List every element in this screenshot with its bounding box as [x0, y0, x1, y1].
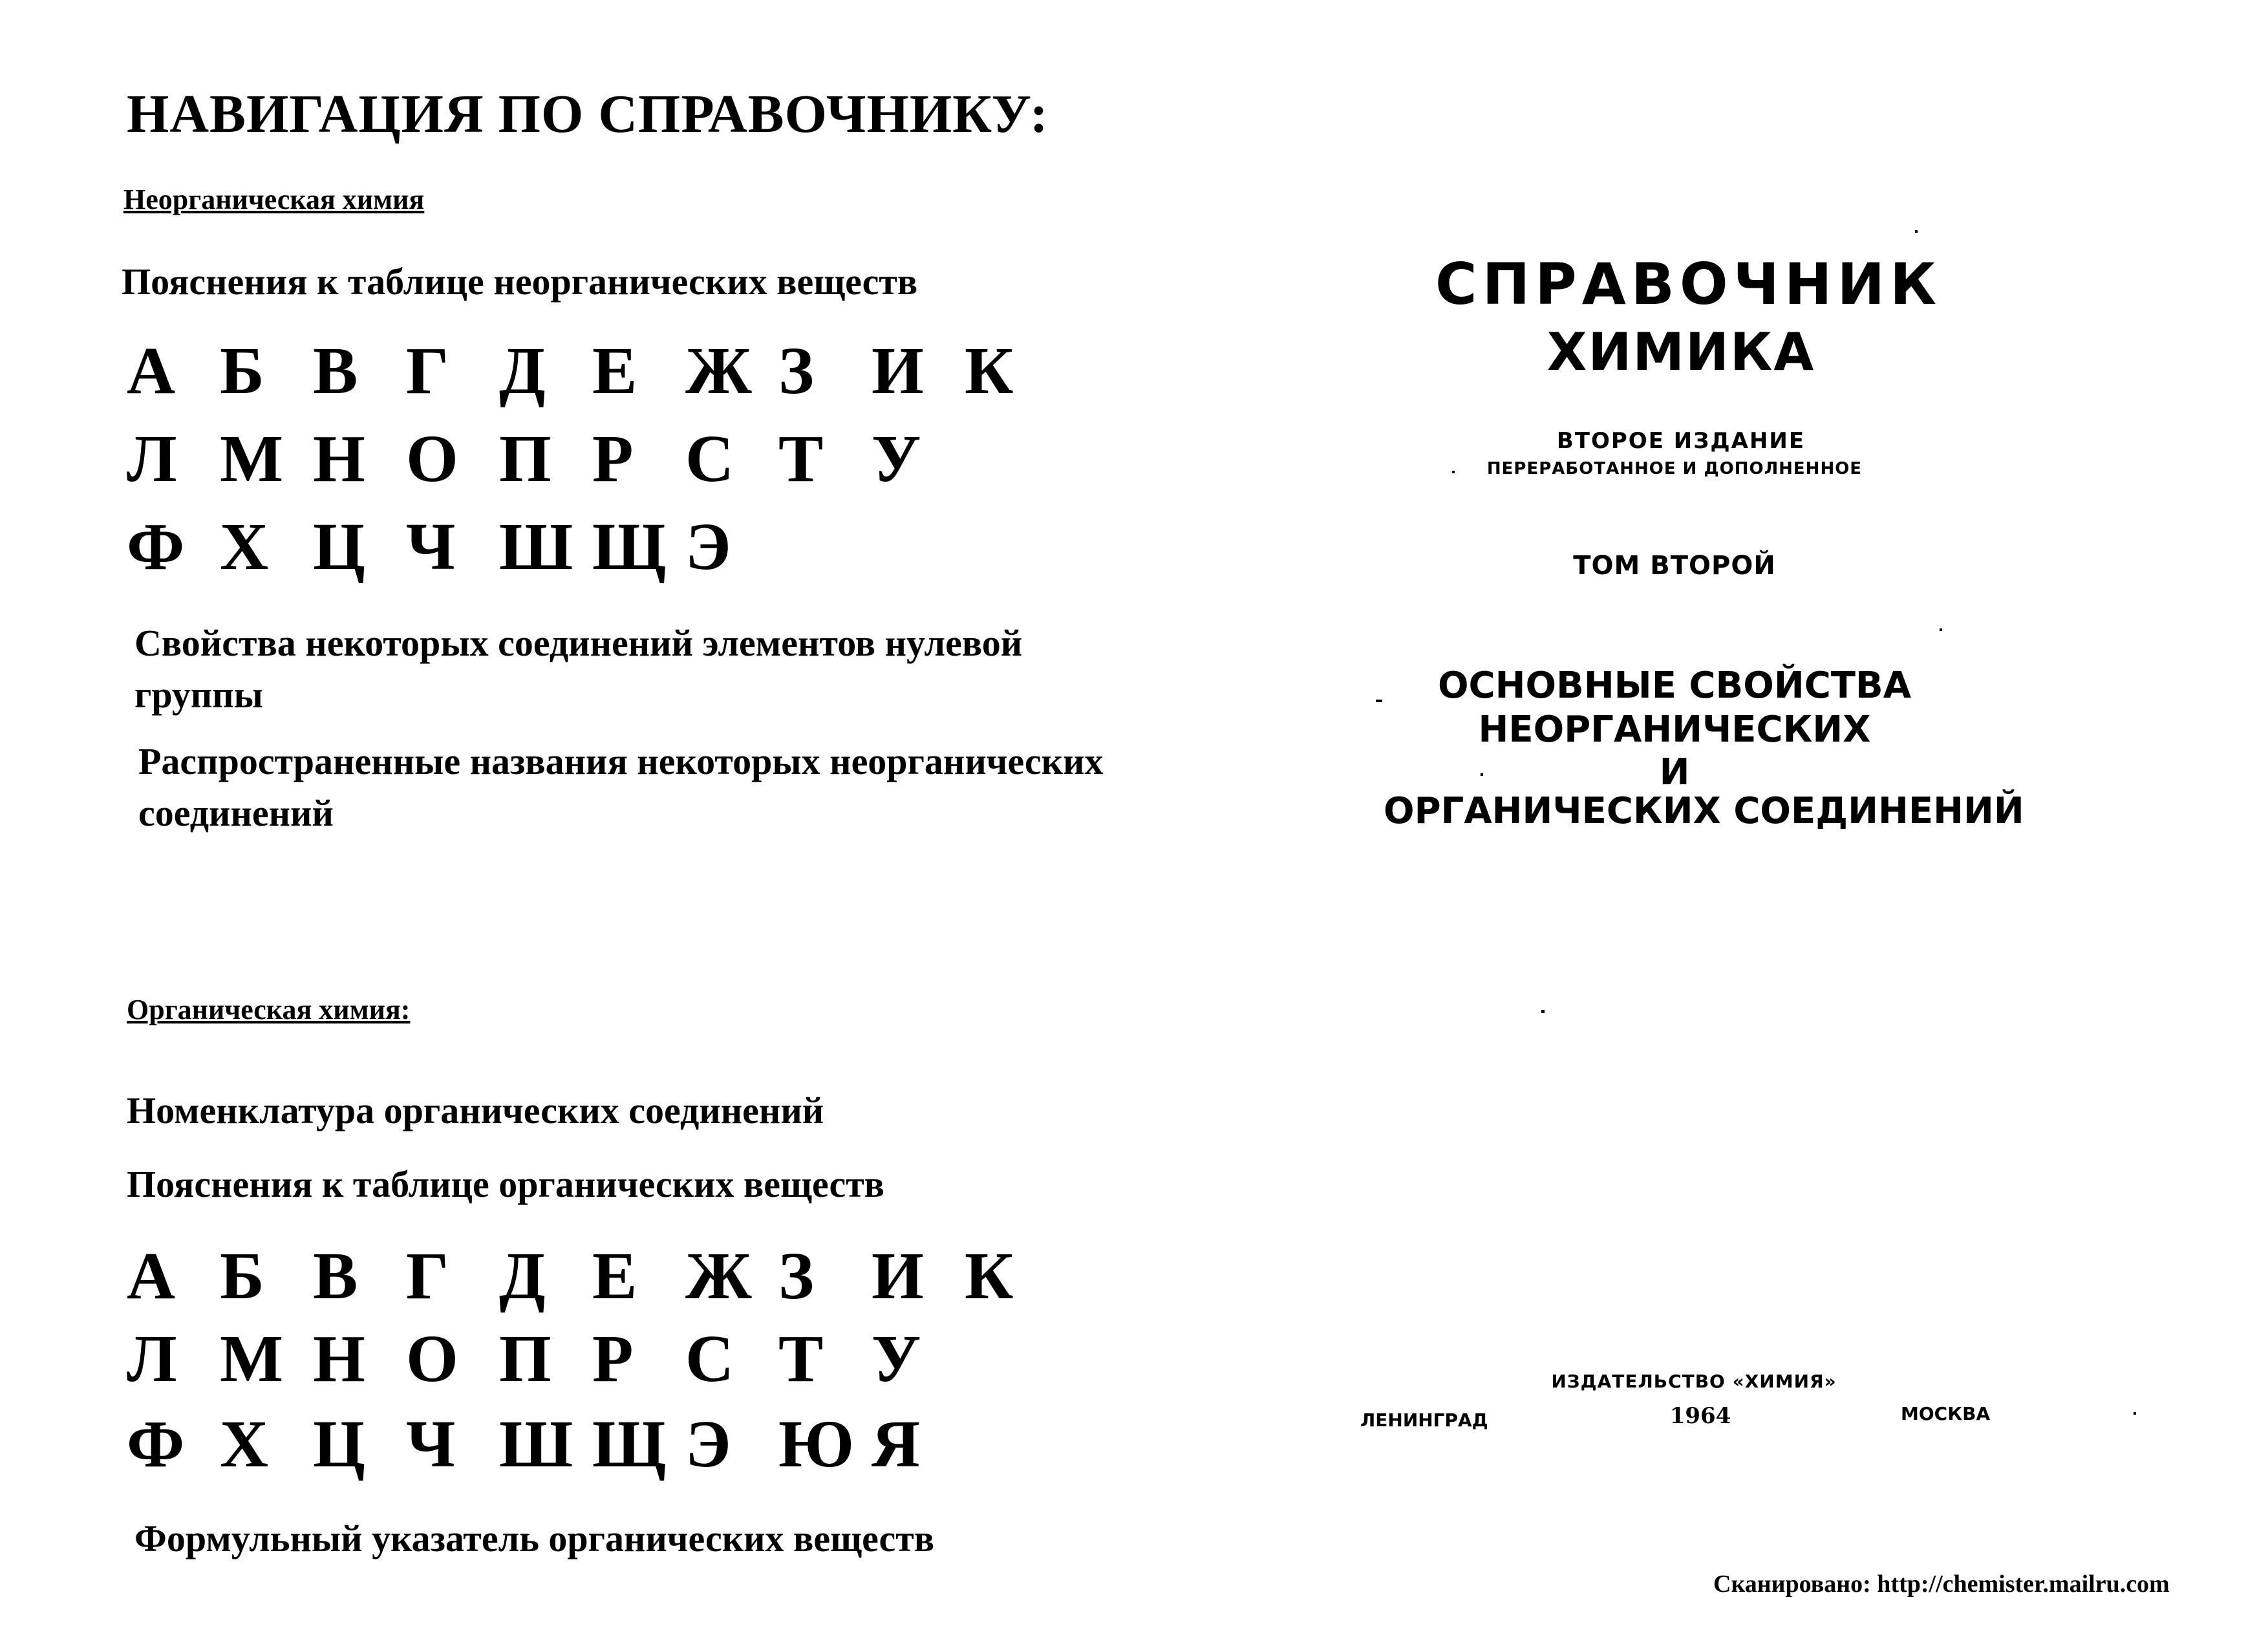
- alphabet-letter-link[interactable]: Ш: [499, 509, 573, 584]
- alphabet-letter-link[interactable]: Г: [406, 334, 449, 408]
- alphabet-letter-link[interactable]: Т: [778, 1322, 824, 1396]
- alphabet-letter-link[interactable]: А: [127, 334, 176, 408]
- scan-speck: [2134, 1412, 2136, 1415]
- alphabet-letter-link[interactable]: Н: [313, 422, 365, 496]
- inorganic-chemistry-link[interactable]: Неорганическая химия: [123, 184, 425, 215]
- alphabet-letter-link[interactable]: В: [313, 1239, 358, 1313]
- page-title: НАВИГАЦИЯ ПО СПРАВОЧНИКУ:: [127, 84, 1049, 144]
- alphabet-letter-link[interactable]: З: [778, 334, 814, 408]
- cover-city-left: ЛЕНИНГРАД: [1360, 1409, 1488, 1431]
- scan-speck: [1376, 700, 1382, 702]
- organic-nomenclature-link[interactable]: Номенклатура органических соединений: [127, 1089, 824, 1131]
- alphabet-letter-link[interactable]: Т: [778, 422, 824, 496]
- alphabet-letter-link[interactable]: Р: [592, 422, 634, 496]
- alphabet-letter-link[interactable]: С: [685, 1322, 734, 1396]
- alphabet-letter-link[interactable]: П: [499, 1322, 551, 1396]
- alphabet-letter-link[interactable]: Г: [406, 1239, 449, 1313]
- alphabet-letter-link[interactable]: Ж: [685, 1239, 752, 1313]
- cover-year: 1964: [1669, 1403, 1731, 1429]
- alphabet-letter-link[interactable]: Л: [127, 422, 177, 496]
- alphabet-letter-link[interactable]: О: [406, 1322, 458, 1396]
- alphabet-letter-link[interactable]: М: [220, 422, 284, 496]
- cover-revised: ПЕРЕРАБОТАННОЕ И ДОПОЛНЕННОЕ: [1486, 459, 1863, 478]
- alphabet-letter-link[interactable]: Х: [220, 509, 269, 584]
- alphabet-letter-link[interactable]: И: [872, 1239, 924, 1313]
- alphabet-letter-link[interactable]: И: [872, 334, 924, 408]
- inorganic-explanations-link[interactable]: Пояснения к таблице неорганических веществ: [122, 261, 918, 303]
- alphabet-letter-link[interactable]: О: [406, 422, 458, 496]
- alphabet-letter-link[interactable]: Э: [685, 509, 731, 584]
- formula-index-link[interactable]: Формульный указатель органических веществ: [134, 1517, 935, 1559]
- alphabet-letter-link[interactable]: Л: [127, 1322, 177, 1396]
- organic-chemistry-link[interactable]: Органическая химия:: [127, 994, 411, 1025]
- alphabet-letter-link[interactable]: Ц: [313, 1407, 365, 1481]
- alphabet-letter-link[interactable]: Я: [872, 1407, 921, 1481]
- cover-subtitle-line-1: ОСНОВНЫЕ СВОЙСТВА: [1437, 665, 1912, 707]
- alphabet-letter-link[interactable]: С: [685, 422, 734, 496]
- alphabet-letter-link[interactable]: Н: [313, 1322, 365, 1396]
- alphabet-letter-link[interactable]: Щ: [592, 509, 667, 584]
- cover-subtitle-line-3: И: [1659, 751, 1690, 793]
- alphabet-letter-link[interactable]: Э: [685, 1407, 731, 1481]
- scanned-credit: Сканировано: http://chemister.mailru.com: [1713, 1570, 2170, 1598]
- alphabet-letter-link[interactable]: Ю: [778, 1407, 855, 1481]
- common-names-link[interactable]: Распространенные названия некоторых неорганических соединений: [138, 740, 1104, 834]
- alphabet-letter-link[interactable]: М: [220, 1322, 284, 1396]
- alphabet-letter-link[interactable]: Е: [592, 334, 637, 408]
- cover-title-line-1: СПРАВОЧНИК: [1435, 251, 1942, 317]
- alphabet-letter-link[interactable]: Е: [592, 1239, 637, 1313]
- alphabet-letter-link[interactable]: Щ: [592, 1407, 667, 1481]
- scan-speck: [1940, 628, 1942, 631]
- zero-group-compounds-link[interactable]: Свойства некоторых соединений элементов нулевой группы: [134, 622, 1023, 716]
- alphabet-letter-link[interactable]: У: [872, 1322, 921, 1396]
- alphabet-letter-link[interactable]: В: [313, 334, 358, 408]
- alphabet-letter-link[interactable]: Ф: [127, 509, 185, 584]
- alphabet-letter-link[interactable]: П: [499, 422, 551, 496]
- alphabet-letter-link[interactable]: У: [872, 422, 921, 496]
- alphabet-letter-link[interactable]: З: [778, 1239, 814, 1313]
- scan-speck: [1541, 1010, 1545, 1013]
- organic-explanations-link[interactable]: Пояснения к таблице органических веществ: [127, 1163, 885, 1205]
- alphabet-letter-link[interactable]: Д: [499, 334, 546, 408]
- cover-subtitle-line-4: ОРГАНИЧЕСКИХ СОЕДИНЕНИЙ: [1384, 790, 2024, 832]
- cover-publisher: ИЗДАТЕЛЬСТВО «ХИМИЯ»: [1551, 1371, 1837, 1392]
- alphabet-letter-link[interactable]: А: [127, 1239, 176, 1313]
- alphabet-letter-link[interactable]: Ч: [406, 1407, 456, 1481]
- alphabet-letter-link[interactable]: К: [965, 334, 1014, 408]
- alphabet-letter-link[interactable]: Д: [499, 1239, 546, 1313]
- scan-speck: [1915, 230, 1918, 233]
- alphabet-letter-link[interactable]: Б: [220, 334, 264, 408]
- alphabet-letter-link[interactable]: Ф: [127, 1407, 185, 1481]
- alphabet-letter-link[interactable]: Р: [592, 1322, 634, 1396]
- cover-subtitle-line-2: НЕОРГАНИЧЕСКИХ: [1478, 709, 1871, 751]
- alphabet-letter-link[interactable]: Ц: [313, 509, 365, 584]
- alphabet-letter-link[interactable]: Ч: [406, 509, 456, 584]
- cover-city-right: МОСКВА: [1901, 1403, 1991, 1424]
- cover-volume: ТОМ ВТОРОЙ: [1573, 551, 1776, 581]
- alphabet-letter-link[interactable]: К: [965, 1239, 1014, 1313]
- alphabet-letter-link[interactable]: Ш: [499, 1407, 573, 1481]
- cover-title-line-2: ХИМИКА: [1546, 322, 1815, 382]
- alphabet-letter-link[interactable]: Б: [220, 1239, 264, 1313]
- alphabet-letter-link[interactable]: Ж: [685, 334, 752, 408]
- scan-speck: [1452, 471, 1455, 473]
- alphabet-letter-link[interactable]: Х: [220, 1407, 269, 1481]
- scan-speck: [1481, 773, 1483, 776]
- cover-edition: ВТОРОЕ ИЗДАНИЕ: [1556, 428, 1806, 454]
